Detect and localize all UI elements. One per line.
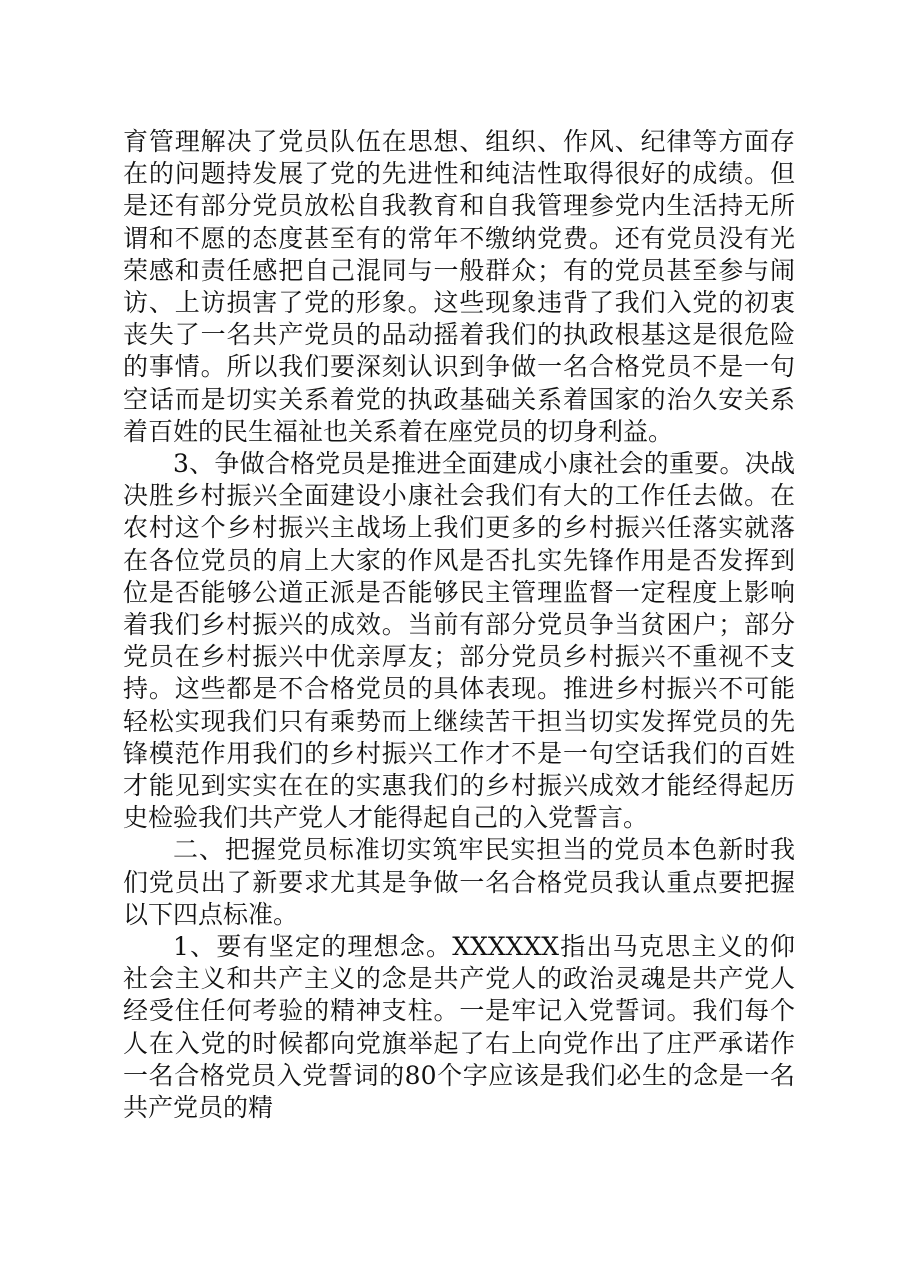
- paragraph-continuation: 育管理解决了党员队伍在思想、组织、作风、纪律等方面存在的问题持发展了党的先进性和纯洁性取得很好的成绩。但是还有部分党员放松自我教育和自我管理参党内生活持无所谓和不愿的态度甚至有的常年不缴纳党费。还有党员没有光荣感和责任感把自己混同与一般群众；有的党员甚至参与闹访、上访损害了党的形象。这些现象违背了我们入党的初衷丧失了一名共产党员的品动摇着我们的执政根基这是很危险的事情。所以我们要深刻认识到争做一名合格党员不是一句空话而是切实关系着党的执政基础关系着国家的治久安关系着百姓的民生福祉也关系着在座党员的切身利益。: [123, 127, 795, 446]
- document-page: [123, 126, 795, 1124]
- paragraph-point-3: 3、争做合格党员是推进全面建成小康社会的重要。决战决胜乡村振兴全面建设小康社会我们有大的工作任去做。在农村这个乡村振兴主战场上我们更多的乡村振兴任落实就落在各位党员的肩上大家的作风是否扎实先锋作用是否发挥到位是否能够公道正派是否能够民主管理监督一定程度上影响着我们乡村振兴的成效。当前有部分党员争当贫困户；部分党员在乡村振兴中优亲厚友；部分党员乡村振兴不重视不支持。这些都是不合格党员的具体表现。推进乡村振兴不可能轻松实现我们只有乘势而上继续苦干担当切实发挥党员的先锋模范作用我们的乡村振兴工作才不是一句空话我们的百姓才能见到实实在在的实惠我们的乡村振兴成效才能经得起历史检验我们共产党人才能得起自己的入党誓言。: [123, 449, 795, 833]
- paragraph-section-2: 二、把握党员标准切实筑牢民实担当的党员本色新时我们党员出了新要求尤其是争做一名合格党员我认重点要把握以下四点标准。: [123, 835, 795, 929]
- paragraph-point-1: 1、要有坚定的理想念。XXXXXX指出马克思主义的仰社会主义和共产主义的念是共产党人的政治灵魂是共产党人经受住任何考验的精神支柱。一是牢记入党誓词。我们每个人在入党的时候都向党旗举起了右上向党作出了庄严承诺作一名合格党员入党誓词的80个字应该是我们必生的念是一名共产党员的精: [123, 932, 795, 1123]
